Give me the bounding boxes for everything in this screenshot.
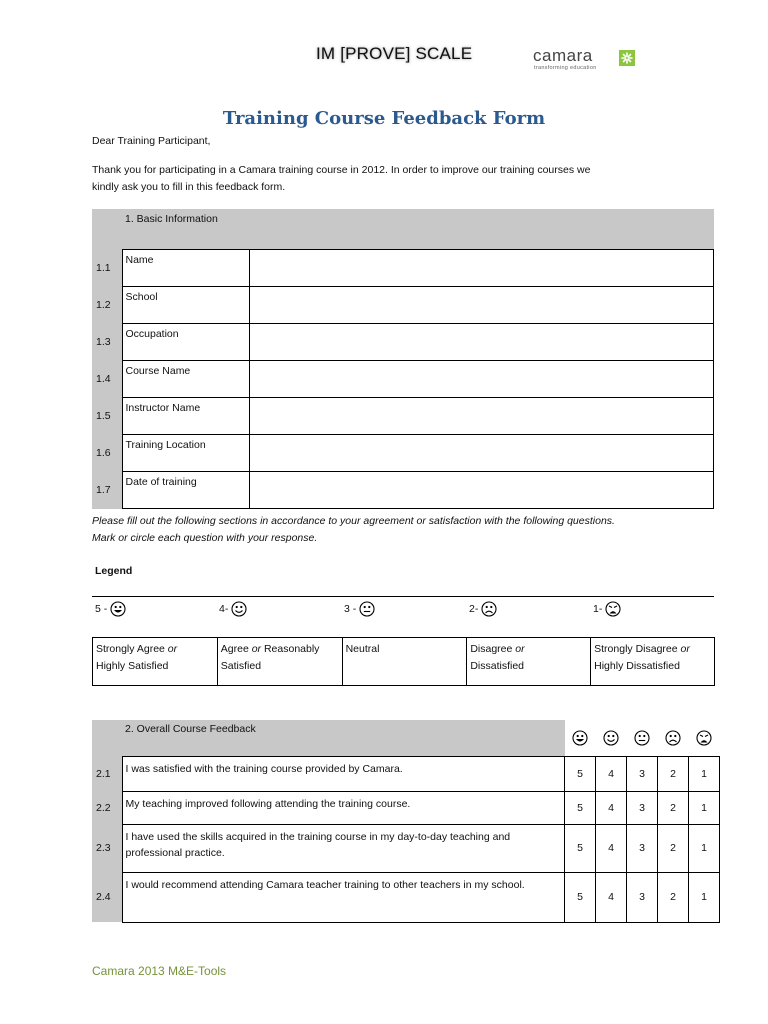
question-text: I have used the skills acquired in the training course in my day-to-day teaching and professional practice. bbox=[122, 824, 565, 872]
instructions-line-1: Please fill out the following sections in accordance to your agreement or satisfaction with the following questions. bbox=[92, 515, 615, 527]
logo-tagline: transforming education bbox=[534, 65, 597, 71]
field-label: Occupation bbox=[122, 324, 249, 361]
score-5-option[interactable]: 5 bbox=[565, 791, 596, 824]
table-row bbox=[92, 791, 720, 824]
score-3-option[interactable]: 3 bbox=[627, 824, 658, 872]
school-field[interactable] bbox=[249, 287, 714, 324]
section1-header bbox=[92, 209, 714, 250]
legend-key-label: 3 - bbox=[344, 603, 357, 615]
field-label: Course Name bbox=[122, 361, 249, 398]
legend-cell-text: Agree bbox=[220, 643, 252, 655]
course-name-field[interactable] bbox=[249, 361, 714, 398]
basic-info-table bbox=[92, 209, 714, 509]
legend-or: or bbox=[515, 643, 525, 655]
legend-key-2 bbox=[469, 601, 497, 618]
score-5-option[interactable]: 5 bbox=[565, 824, 596, 872]
table-row bbox=[92, 250, 714, 287]
legend-cell-text: Strongly Disagree bbox=[594, 643, 681, 655]
footer: Camara 2013 M&E-Tools bbox=[92, 964, 227, 978]
instructor-name-field[interactable] bbox=[249, 398, 714, 435]
very-sad-face-icon bbox=[605, 601, 621, 617]
legend-or: or bbox=[167, 643, 178, 655]
date-of-training-field[interactable] bbox=[249, 472, 714, 509]
legend-cell-text: Highly Satisfied bbox=[96, 660, 169, 672]
name-field[interactable] bbox=[249, 250, 714, 287]
table-row bbox=[92, 324, 714, 361]
row-number: 1.2 bbox=[92, 287, 122, 324]
legend-cell-4 bbox=[217, 638, 342, 686]
score-2-option[interactable]: 2 bbox=[658, 872, 689, 922]
table-row bbox=[92, 824, 720, 872]
very-happy-face-icon bbox=[110, 601, 126, 617]
happy-face-icon bbox=[231, 601, 247, 617]
legend-cell-2 bbox=[467, 638, 591, 686]
legend-cell-text: Reasonably Satisfied bbox=[220, 643, 320, 672]
table-row bbox=[92, 756, 720, 791]
table-row bbox=[93, 638, 715, 686]
row-number: 1.6 bbox=[92, 435, 122, 472]
score-3-option[interactable]: 3 bbox=[627, 756, 658, 791]
happy-face-icon bbox=[603, 730, 619, 746]
score-5-option[interactable]: 5 bbox=[565, 756, 596, 791]
table-row bbox=[92, 398, 714, 435]
question-text: I was satisfied with the training course provided by Camara. bbox=[122, 756, 565, 791]
table-row bbox=[92, 872, 720, 922]
instructions-line-2: Mark or circle each question with your response. bbox=[92, 532, 318, 544]
sad-face-icon bbox=[481, 601, 497, 617]
score-1-option[interactable]: 1 bbox=[689, 872, 720, 922]
legend-key-label: 4- bbox=[219, 603, 229, 615]
score-4-option[interactable]: 4 bbox=[596, 824, 627, 872]
score-3-option[interactable]: 3 bbox=[627, 872, 658, 922]
legend-or: or bbox=[680, 643, 690, 655]
score-4-option[interactable]: 4 bbox=[596, 791, 627, 824]
legend-cell-3 bbox=[342, 638, 467, 686]
section2-title: 2. Overall Course Feedback bbox=[122, 720, 565, 756]
course-feedback-table bbox=[92, 720, 720, 923]
score-4-option[interactable]: 4 bbox=[596, 756, 627, 791]
header-title: IM [PROVE] SCALE bbox=[316, 44, 473, 63]
table-row bbox=[92, 435, 714, 472]
camara-logo bbox=[533, 46, 653, 76]
legend-key-label: 1- bbox=[593, 603, 603, 615]
legend-cell-text: Strongly Agree bbox=[96, 643, 168, 655]
table-row bbox=[92, 287, 714, 324]
flower-logo-icon bbox=[619, 50, 635, 66]
logo-word: camara bbox=[533, 46, 593, 65]
field-label: School bbox=[122, 287, 249, 324]
legend-cell-1 bbox=[591, 638, 715, 686]
legend-cell-5 bbox=[93, 638, 218, 686]
legend-key-5 bbox=[95, 601, 126, 618]
field-label: Name bbox=[122, 250, 249, 287]
question-text: I would recommend attending Camara teacher training to other teachers in my school. bbox=[122, 872, 565, 922]
legend-key-3 bbox=[344, 601, 375, 618]
legend-or: or bbox=[251, 643, 262, 655]
legend-title: Legend bbox=[95, 565, 133, 577]
legend-key-label: 2- bbox=[469, 603, 479, 615]
row-number: 2.2 bbox=[92, 791, 122, 824]
neutral-face-icon bbox=[359, 601, 375, 617]
legend-cell-text: Highly Dissatisfied bbox=[594, 660, 680, 672]
legend-table bbox=[92, 637, 715, 686]
row-number: 1.3 bbox=[92, 324, 122, 361]
sad-face-icon bbox=[665, 730, 681, 746]
table-row bbox=[92, 361, 714, 398]
row-number: 2.4 bbox=[92, 872, 122, 922]
field-label: Training Location bbox=[122, 435, 249, 472]
intro-line-2: kindly ask you to fill in this feedback form. bbox=[92, 181, 286, 193]
legend-key-label: 5 - bbox=[95, 603, 108, 615]
legend-cell-text: Disagree bbox=[470, 643, 516, 655]
greeting: Dear Training Participant, bbox=[92, 135, 211, 147]
row-number: 2.1 bbox=[92, 756, 122, 791]
row-number: 1.1 bbox=[92, 250, 122, 287]
legend-divider bbox=[92, 596, 714, 597]
occupation-field[interactable] bbox=[249, 324, 714, 361]
legend-key-1 bbox=[593, 601, 621, 618]
score-2-option[interactable]: 2 bbox=[658, 791, 689, 824]
very-sad-face-icon bbox=[696, 730, 712, 746]
score-1-option[interactable]: 1 bbox=[689, 756, 720, 791]
score-3-option[interactable]: 3 bbox=[627, 791, 658, 824]
intro-line-1: Thank you for participating in a Camara training course in 2012. In order to improve our training courses we bbox=[92, 164, 591, 176]
training-location-field[interactable] bbox=[249, 435, 714, 472]
question-text: My teaching improved following attending the training course. bbox=[122, 791, 565, 824]
field-label: Instructor Name bbox=[122, 398, 249, 435]
score-1-option[interactable]: 1 bbox=[689, 824, 720, 872]
section2-header bbox=[92, 720, 720, 756]
row-number: 1.7 bbox=[92, 472, 122, 509]
form-title: Training Course Feedback Form bbox=[222, 108, 546, 129]
legend-cell-text: Dissatisfied bbox=[470, 660, 525, 672]
score-2-option[interactable]: 2 bbox=[658, 756, 689, 791]
neutral-face-icon bbox=[634, 730, 650, 746]
score-2-option[interactable]: 2 bbox=[658, 824, 689, 872]
legend-key-4 bbox=[219, 601, 247, 618]
score-4-option[interactable]: 4 bbox=[596, 872, 627, 922]
field-label: Date of training bbox=[122, 472, 249, 509]
row-number: 1.4 bbox=[92, 361, 122, 398]
section1-title: 1. Basic Information bbox=[122, 209, 714, 250]
row-number: 2.3 bbox=[92, 824, 122, 872]
very-happy-face-icon bbox=[572, 730, 588, 746]
table-row bbox=[92, 472, 714, 509]
legend-cell-text: Neutral bbox=[345, 643, 380, 655]
score-5-option[interactable]: 5 bbox=[565, 872, 596, 922]
score-1-option[interactable]: 1 bbox=[689, 791, 720, 824]
row-number: 1.5 bbox=[92, 398, 122, 435]
